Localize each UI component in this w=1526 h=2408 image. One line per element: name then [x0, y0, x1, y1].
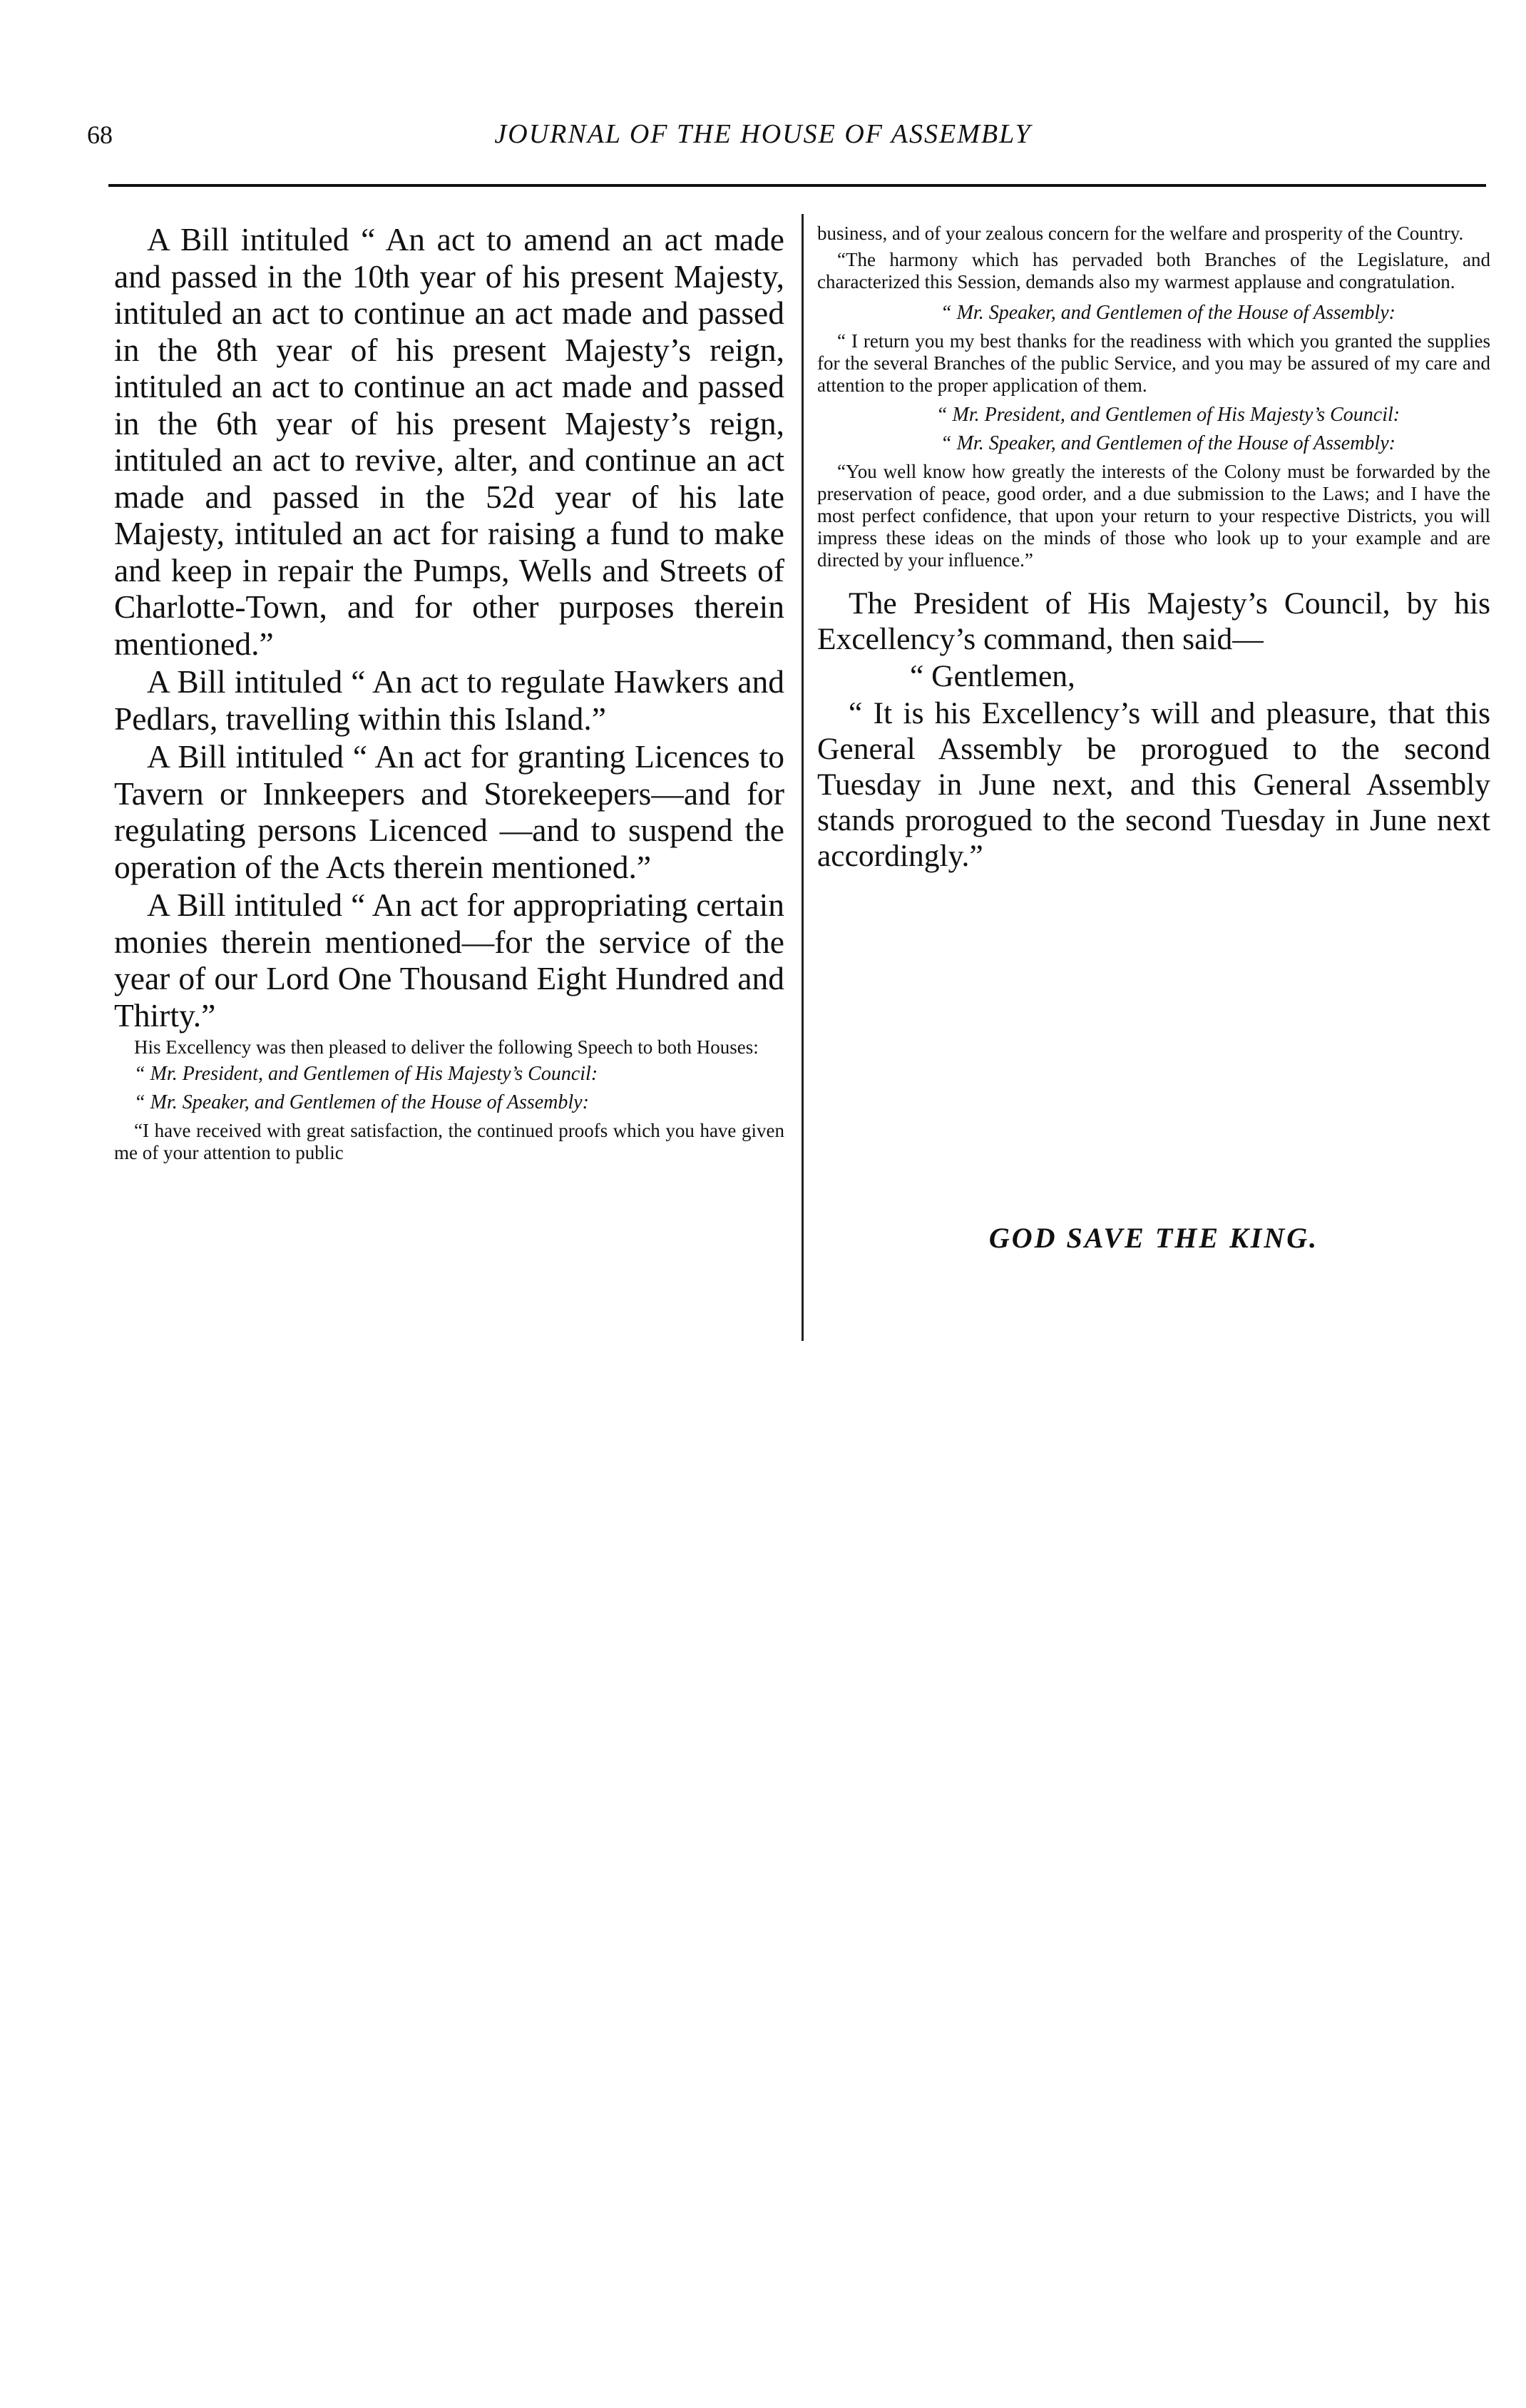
bill-pumps-wells-streets: A Bill intituled “ An act to amend an act made and passed in the 10th year of his present Majesty, intituled an act to continue an act made and passed in the 8th year of his present Majesty’s reign, intituled an act to continue an act made and passed in the 6th year of his present Majesty’s reign, intituled an act to revive, alter, and continue an act made and passed in the 52d year of his late Majesty, intituled an act for raising a fund to make and keep in repair the Pumps, Wells and Streets of Charlotte-Town, and for other purposes therein mentioned.”	[114, 221, 784, 662]
speech-continuation: business, and of your zealous concern for the welfare and prosperity of the Country.	[817, 223, 1464, 244]
speech-thanks: “ I return you my best thanks for the readiness with which you granted the supplies for the several Branches of the public Service, and you may be assured of my care and attention to the proper application of them.	[817, 330, 1490, 396]
bill-tavern-licences: A Bill intituled “ An act for granting Licences to Tavern or Innkeepers and Storekeepers—and for regulating persons Licenced —and to suspend the operation of the Acts therein mentioned.”	[114, 738, 784, 885]
header-rule	[108, 184, 1486, 187]
salutation: “ Gentlemen,	[910, 659, 1075, 693]
president-announcement: The President of His Majesty’s Council, by his Excellency’s command, then said—	[817, 586, 1490, 656]
column-divider	[802, 214, 804, 1341]
address-council: “ Mr. President, and Gentlemen of His Majesty’s Council:	[134, 1063, 598, 1085]
speech-harmony: “The harmony which has pervaded both Branches of the Legislature, and characterized this Session, demands also my warmest applause and congratulation.	[817, 249, 1490, 292]
left-column	[114, 221, 784, 1174]
prorogation-notice: “ It is his Excellency’s will and pleasure, that this General Assembly be prorogued to the second Tuesday in June next, and this General Assembly stands prorogued to the second Tuesday in June next accordingly.”	[817, 696, 1490, 873]
address-assembly: “ Mr. Speaker, and Gentlemen of the House of Assembly:	[941, 432, 1396, 454]
address-council: “ Mr. President, and Gentlemen of His Majesty’s Council:	[936, 404, 1400, 426]
running-head: JOURNAL OF THE HOUSE OF ASSEMBLY	[494, 119, 1032, 149]
speech-intro: His Excellency was then pleased to deliver the following Speech to both Houses:	[134, 1036, 759, 1058]
address-assembly: “ Mr. Speaker, and Gentlemen of the House of Assembly:	[134, 1091, 589, 1113]
speech-closing: “You well know how greatly the interests of the Colony must be forwarded by the preservation of peace, good order, and a due submission to the Laws; and I have the most perfect confidence, that upon your return to your respective Districts, you will impress these ideas on the minds of those who look up to your example and are directed by your influence.”	[817, 461, 1490, 571]
right-column	[817, 223, 1490, 875]
speech-paragraph: “I have received with great satisfaction, the continued proofs which you have given me of your attention to public	[114, 1120, 784, 1163]
page-number: 68	[87, 121, 113, 149]
bill-hawkers-pedlars: A Bill intituled “ An act to regulate Hawkers and Pedlars, travelling within this Island.”	[114, 663, 784, 737]
bill-appropriation: A Bill intituled “ An act for appropriating certain monies therein mentioned—for the service of the year of our Lord One Thousand Eight Hundred and Thirty.”	[114, 887, 784, 1034]
god-save-the-king: GOD SAVE THE KING.	[988, 1222, 1319, 1254]
address-assembly: “ Mr. Speaker, and Gentlemen of the House of Assembly:	[941, 302, 1396, 324]
